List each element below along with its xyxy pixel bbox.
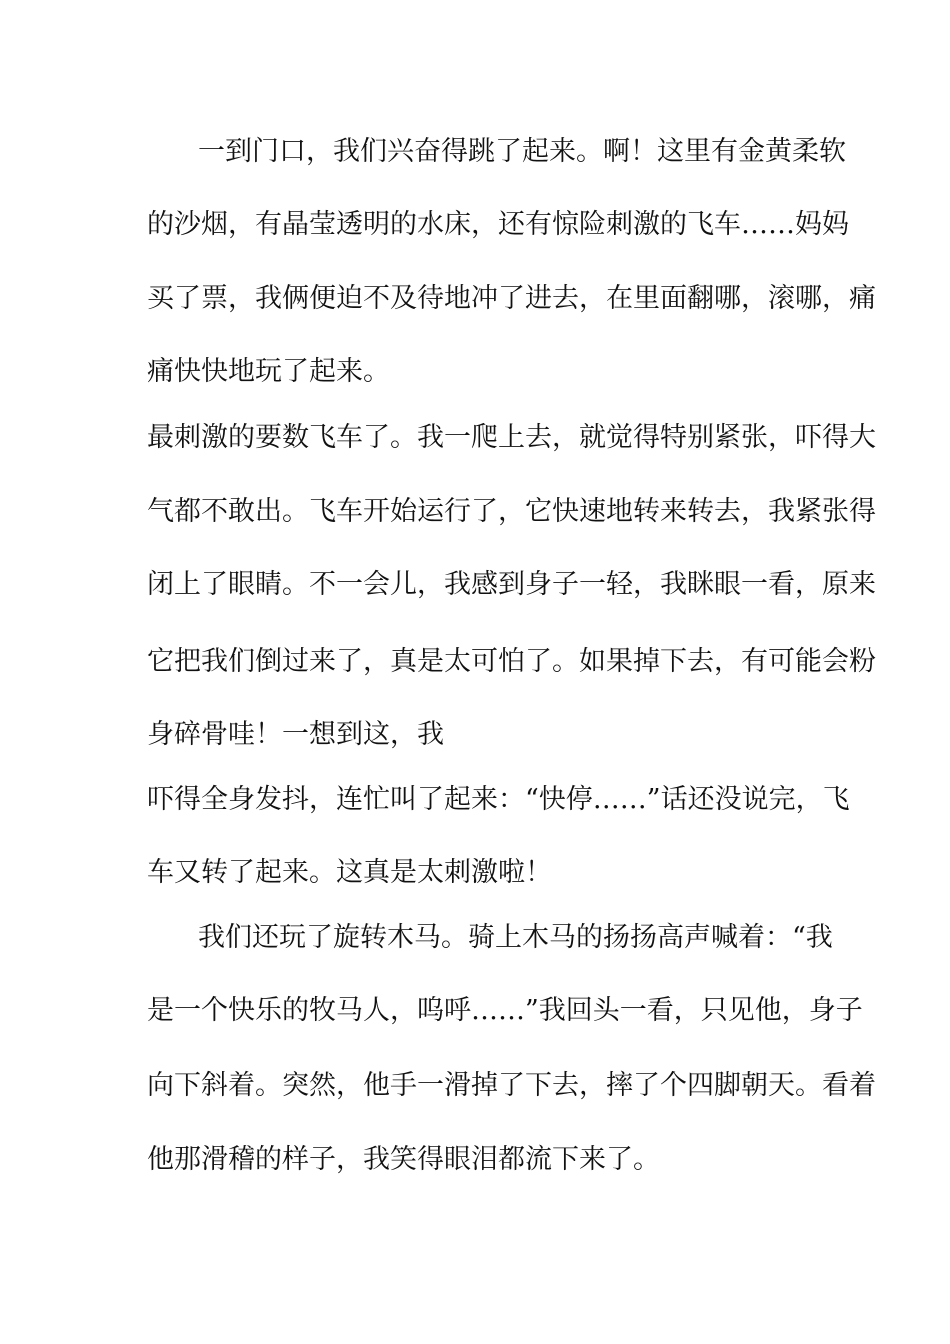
- paragraph-3-line-2: 车又转了起来。这真是太刺激啦！: [147, 857, 552, 888]
- paragraph-2-line-2: 气都不敢出。飞车开始运行了，它快速地转来转去，我紧张得: [147, 496, 876, 527]
- paragraph-2-line-3: 闭上了眼睛。不一会儿，我感到身子一轻，我眯眼一看，原来: [147, 569, 876, 600]
- paragraph-1-line-4: 痛快快地玩了起来。: [147, 356, 390, 387]
- paragraph-1-line-1: 一到门口，我们兴奋得跳了起来。啊！这里有金黄柔软: [198, 136, 846, 167]
- paragraph-4-line-4: 他那滑稽的样子，我笑得眼泪都流下来了。: [147, 1144, 660, 1175]
- paragraph-2-line-5: 身碎骨哇！一想到这，我: [147, 719, 444, 750]
- paragraph-1-line-2: 的沙烟，有晶莹透明的水床，还有惊险刺激的飞车……妈妈: [147, 209, 849, 240]
- paragraph-2-line-1: 最刺激的要数飞车了。我一爬上去，就觉得特别紧张，吓得大: [147, 422, 876, 453]
- paragraph-3-line-1: 吓得全身发抖，连忙叫了起来：“快停……”话还没说完，飞: [147, 784, 850, 815]
- paragraph-1-line-3: 买了票，我俩便迫不及待地冲了进去，在里面翻哪，滚哪，痛: [147, 283, 876, 314]
- paragraph-4-line-2: 是一个快乐的牧马人，呜呼……”我回头一看，只见他，身子: [147, 995, 863, 1026]
- paragraph-4-line-3: 向下斜着。突然，他手一滑掉了下去，摔了个四脚朝天。看着: [147, 1070, 876, 1101]
- paragraph-2-line-4: 它把我们倒过来了，真是太可怕了。如果掉下去，有可能会粉: [147, 646, 876, 677]
- paragraph-4-line-1: 我们还玩了旋转木马。骑上木马的扬扬高声喊着：“我: [198, 922, 833, 953]
